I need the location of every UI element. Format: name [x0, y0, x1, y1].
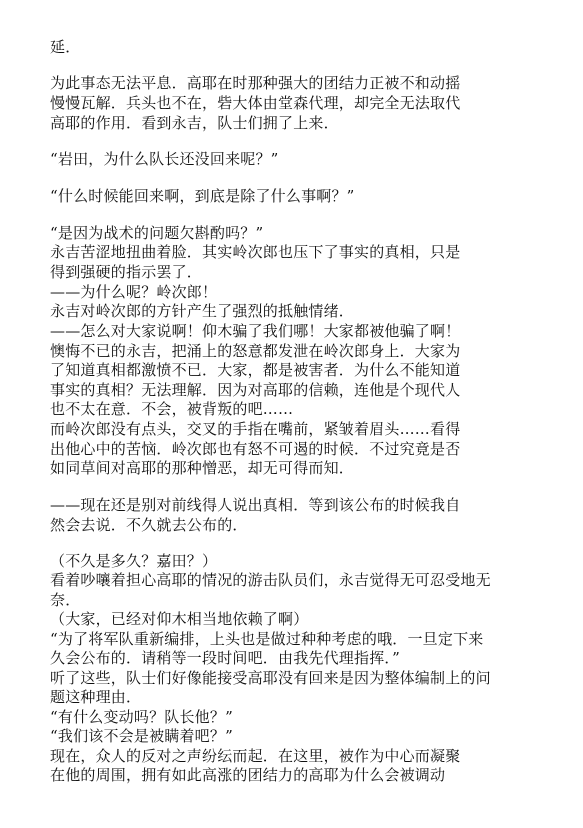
text-line: 听了这些，队士们好像能接受高耶没有回来是因为整体编制上的问: [50, 669, 491, 687]
text-line: 奈．: [50, 591, 81, 609]
text-line: “什么时候能回来啊，到底是除了什么事啊？”: [50, 187, 355, 205]
text-line: ——怎么对大家说啊！仰木骗了我们哪！大家都被他骗了啊！: [50, 322, 461, 340]
text-line: “为了将军队重新编排，上头也是做过种种考虑的哦．一旦定下来: [50, 630, 484, 648]
text-line: 慢慢瓦解．兵头也不在，砦大体由堂森代理，却完全无法取代: [50, 94, 461, 112]
text-line: 高耶的作用．看到永吉，队士们拥了上来．: [50, 114, 339, 132]
text-line: 懊悔不已的永吉，把涌上的怒意都发泄在岭次郎身上．大家为: [50, 342, 461, 360]
text-line: “岩田，为什么队长还没回来呢？”: [50, 150, 279, 168]
text-line: “有什么变动吗？队长他？”: [50, 708, 233, 726]
text-line: 现在，众人的反对之声纷纭而起．在这里，被作为中心而凝聚: [50, 747, 461, 765]
text-line: 如同草间对高耶的那种憎恶，却无可得而知．: [50, 459, 355, 477]
text-line: 为此事态无法平息．高耶在时那种强大的团结力正被不和动摇: [50, 74, 461, 92]
text-line: “我们该不会是被瞒着吧？”: [50, 727, 233, 745]
text-line: 得到强硬的指示罢了．: [50, 263, 203, 281]
text-line: 看着吵嚷着担心高耶的情况的游击队员们，永吉觉得无可忍受地无: [50, 571, 491, 589]
text-line: 题这种理由．: [50, 688, 142, 706]
text-line: 了知道真相都激愤不已．大家，都是被害者．为什么不能知道: [50, 361, 461, 379]
text-line: ——现在还是别对前线得人说出真相．等到该公布的时候我自: [50, 496, 461, 514]
text-line: 永吉苦涩地扭曲着脸．其实岭次郎也压下了事实的真相，只是: [50, 243, 461, 261]
text-line: 永吉对岭次郎的方针产生了强烈的抵触情绪．: [50, 302, 355, 320]
text-line: 而岭次郎没有点头，交叉的手指在嘴前，紧皱着眉头……看得: [50, 420, 461, 438]
text-line: 出他心中的苦恼．岭次郎也有怒不可遏的时候．不过究竟是否: [50, 440, 461, 458]
text-line: 事实的真相？无法理解．因为对高耶的信赖，连他是个现代人: [50, 381, 461, 399]
text-line: ——为什么呢？岭次郎！: [50, 283, 218, 301]
text-line: 然会去说．不久就去公布的．: [50, 516, 248, 534]
text-line: （大家，已经对仰木相当地依赖了啊）: [50, 610, 309, 628]
text-line: 久会公布的．请稍等一段时间吧．由我先代理指挥．”: [50, 649, 400, 667]
text-line: 在他的周围，拥有如此高涨的团结力的高耶为什么会被调动: [50, 766, 446, 784]
text-line: （不久是多久？嘉田？）: [50, 552, 218, 570]
text-line: 也不太在意．不会，被背叛的吧……: [50, 400, 294, 418]
text-line: “是因为战术的问题欠斟酌吗？”: [50, 224, 264, 242]
text-line: 延．: [50, 38, 81, 56]
